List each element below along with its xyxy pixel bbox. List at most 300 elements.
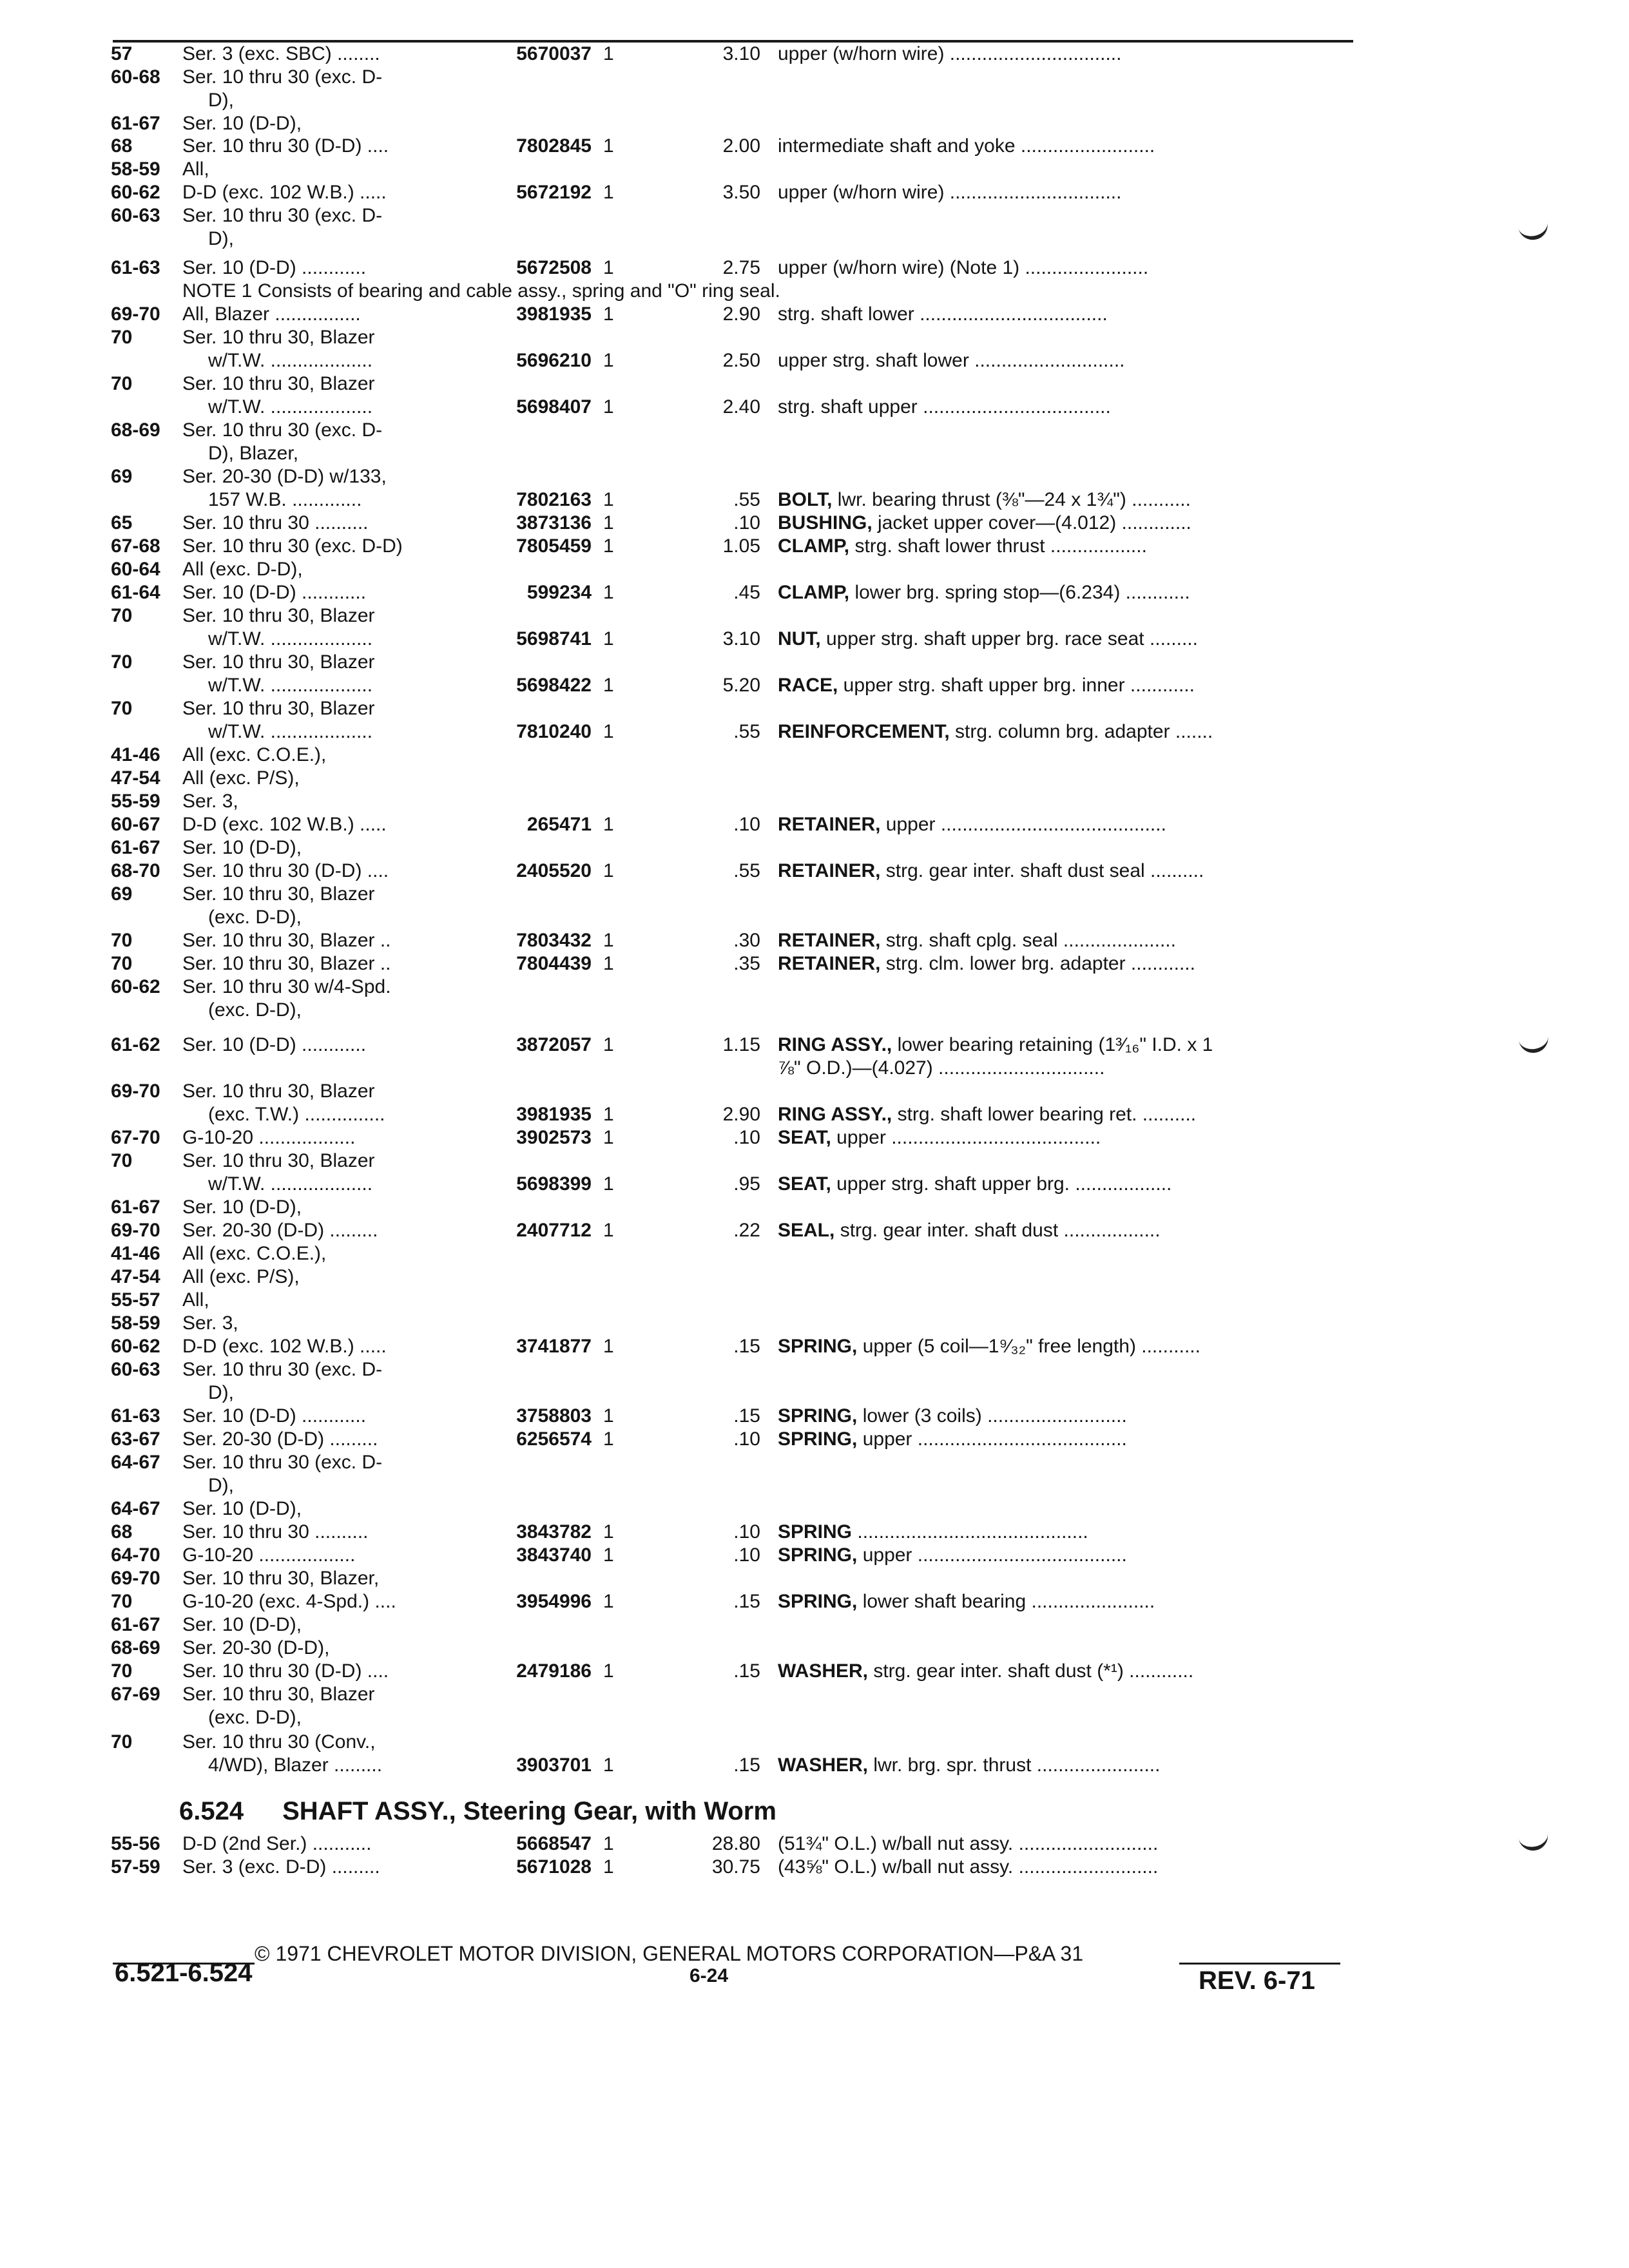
model-year: 64-67	[111, 1452, 160, 1473]
price: .10	[733, 512, 760, 533]
table-row	[0, 813, 1629, 836]
table-row	[0, 697, 1629, 720]
quantity: 1	[603, 303, 614, 325]
description	[778, 135, 1345, 158]
application: w/T.W. ...................	[208, 721, 373, 742]
model-year: 47-54	[111, 767, 160, 789]
table-row	[0, 112, 1629, 135]
description-text: upper strg. shaft upper brg. race seat .........	[820, 628, 1198, 649]
part-number: 7805459	[516, 535, 592, 557]
table-row	[0, 952, 1629, 975]
application: Ser. 3,	[182, 1312, 238, 1334]
model-year: 67-70	[111, 1127, 160, 1148]
model-year: 70	[111, 651, 133, 673]
copyright-line: © 1971 CHEVROLET MOTOR DIVISION, GENERAL MOTORS CORPORATION—P&A 31	[255, 1942, 1084, 1965]
price: .15	[733, 1754, 760, 1776]
table-row	[0, 488, 1629, 512]
description-text: (43⅝" O.L.) w/ball nut assy. ..........................	[778, 1856, 1159, 1878]
price: .10	[733, 1127, 760, 1148]
table-row	[0, 1381, 1629, 1405]
table-row	[0, 1265, 1629, 1289]
model-year: 60-68	[111, 66, 160, 88]
application: All, Blazer ................	[182, 303, 361, 325]
table-row	[0, 1613, 1629, 1637]
description-text: lower bearing retaining (1³⁄₁₆" I.D. x 1	[892, 1034, 1213, 1055]
description	[778, 1428, 1345, 1451]
model-year: 68	[111, 1521, 133, 1542]
price: .95	[733, 1173, 760, 1195]
table-row	[0, 1312, 1629, 1335]
table-row	[0, 1451, 1629, 1474]
quantity: 1	[603, 1336, 614, 1357]
application: Ser. 3,	[182, 791, 238, 812]
description	[778, 43, 1345, 66]
revision-label: REV. 6-71	[1199, 1966, 1315, 1995]
quantity: 1	[603, 182, 614, 203]
table-row	[0, 1242, 1629, 1265]
application: Ser. 10 (D-D),	[182, 837, 302, 858]
quantity: 1	[603, 1104, 614, 1125]
application: Ser. 10 thru 30 (Conv.,	[182, 1731, 376, 1753]
part-number: 2405520	[516, 860, 592, 881]
description	[778, 1832, 1345, 1856]
part-number: 7802845	[516, 135, 592, 157]
application: w/T.W. ...................	[208, 350, 373, 371]
table-row	[0, 1196, 1629, 1219]
quantity: 1	[603, 1591, 614, 1612]
part-name: CLAMP,	[778, 535, 850, 557]
quantity: 1	[603, 582, 614, 603]
price: .10	[733, 1544, 760, 1566]
application: Ser. 10 thru 30 (exc. D-D)	[182, 535, 403, 557]
table-row	[0, 43, 1629, 66]
description-text: upper .......................................	[857, 1544, 1127, 1566]
description-text: lwr. bearing thrust (⅜"—24 x 1¾") ...........	[832, 489, 1191, 510]
table-row	[0, 66, 1629, 89]
application: D-D (2nd Ser.) ...........	[182, 1833, 372, 1854]
table-row	[0, 651, 1629, 674]
description	[778, 1126, 1345, 1149]
table-row	[0, 604, 1629, 628]
model-year: 68-70	[111, 860, 160, 881]
quantity: 1	[603, 257, 614, 278]
table-row	[0, 1173, 1629, 1196]
application: Ser. 10 thru 30 ..........	[182, 1521, 369, 1542]
table-row	[0, 1149, 1629, 1173]
model-year: 60-62	[111, 1336, 160, 1357]
model-year: 70	[111, 605, 133, 626]
table-row	[0, 465, 1629, 488]
table-row	[0, 929, 1629, 952]
description-text: strg. gear inter. shaft dust seal ..........	[880, 860, 1204, 881]
part-number: 2407712	[516, 1220, 592, 1241]
description	[778, 256, 1345, 280]
description	[778, 1660, 1345, 1683]
table-row	[0, 326, 1629, 349]
table-row	[0, 1103, 1629, 1126]
model-year: 61-64	[111, 582, 160, 603]
description	[778, 181, 1345, 204]
application: Ser. 10 thru 30 (D-D) ....	[182, 860, 389, 881]
price: 1.05	[722, 535, 760, 557]
price: .15	[733, 1405, 760, 1427]
quantity: 1	[603, 628, 614, 649]
description	[778, 535, 1345, 558]
model-year: 63-67	[111, 1428, 160, 1450]
part-name: RACE,	[778, 675, 838, 696]
part-name: SEAT,	[778, 1173, 831, 1195]
description-text: strg. shaft cplg. seal .....................	[880, 930, 1176, 951]
description	[778, 512, 1345, 535]
price: .35	[733, 953, 760, 974]
model-year: 55-56	[111, 1833, 160, 1854]
price: 3.10	[722, 628, 760, 649]
application: w/T.W. ...................	[208, 396, 373, 418]
price: 2.50	[722, 350, 760, 371]
model-year: 69	[111, 466, 133, 487]
part-number: 5672192	[516, 182, 592, 203]
table-row	[0, 1219, 1629, 1242]
model-year: 70	[111, 698, 133, 719]
part-number: 5668547	[516, 1833, 592, 1854]
table-row	[0, 1590, 1629, 1613]
price: .15	[733, 1660, 760, 1682]
price: .55	[733, 721, 760, 742]
section-title: SHAFT ASSY., Steering Gear, with Worm	[282, 1797, 776, 1825]
application: 4/WD), Blazer .........	[208, 1754, 383, 1776]
table-row	[0, 1544, 1629, 1567]
application: Ser. 10 thru 30, Blazer ..	[182, 953, 391, 974]
model-year: 61-67	[111, 837, 160, 858]
table-row	[0, 1080, 1629, 1103]
table-row	[0, 227, 1629, 251]
table-row	[0, 1754, 1629, 1777]
application: D),	[208, 1475, 234, 1496]
model-year: 67-69	[111, 1684, 160, 1705]
part-name: RETAINER,	[778, 860, 881, 881]
part-name: SEAL,	[778, 1220, 835, 1241]
application: Ser. 10 (D-D) ............	[182, 582, 367, 603]
quantity: 1	[603, 1660, 614, 1682]
page-number: 6-24	[689, 1965, 729, 1986]
application: D-D (exc. 102 W.B.) .....	[182, 1336, 387, 1357]
description-text: jacket upper cover—(4.012) .............	[872, 512, 1191, 533]
description-text: lower shaft bearing .......................	[857, 1591, 1155, 1612]
model-year: 69-70	[111, 1220, 160, 1241]
part-name: RING ASSY.,	[778, 1034, 892, 1055]
table-row	[0, 744, 1629, 767]
table-row	[0, 204, 1629, 227]
description	[778, 929, 1345, 952]
part-number: 5696210	[516, 350, 592, 371]
application: Ser. 10 thru 30, Blazer	[182, 883, 375, 905]
part-name: SPRING,	[778, 1544, 858, 1566]
description	[778, 1033, 1345, 1057]
description	[778, 813, 1345, 836]
part-number: 5698399	[516, 1173, 592, 1195]
model-year: 60-62	[111, 182, 160, 203]
application: Ser. 3 (exc. SBC) ........	[182, 43, 380, 64]
quantity: 1	[603, 1856, 614, 1878]
description	[778, 1521, 1345, 1544]
price: 2.75	[722, 257, 760, 278]
description	[778, 488, 1345, 512]
table-row	[0, 1033, 1629, 1057]
quantity: 1	[603, 953, 614, 974]
table-row	[0, 303, 1629, 326]
application: All (exc. C.O.E.),	[182, 1243, 327, 1264]
part-name: RETAINER,	[778, 814, 881, 835]
application: All (exc. P/S),	[182, 767, 300, 789]
part-number: 2479186	[516, 1660, 592, 1682]
table-row	[0, 1358, 1629, 1381]
price: .10	[733, 1428, 760, 1450]
part-name: WASHER,	[778, 1660, 869, 1682]
part-number: 3954996	[516, 1591, 592, 1612]
part-number: 5698407	[516, 396, 592, 418]
part-number: 599234	[526, 582, 592, 603]
model-year: 70	[111, 953, 133, 974]
table-row	[0, 836, 1629, 860]
description	[778, 674, 1345, 697]
price: 1.15	[722, 1034, 760, 1055]
application: Ser. 10 thru 30, Blazer	[182, 1684, 375, 1705]
table-row	[0, 512, 1629, 535]
section-number: 6.524	[179, 1797, 244, 1825]
model-year: 69-70	[111, 1081, 160, 1102]
description-text: ...........................................	[852, 1521, 1088, 1542]
application: w/T.W. ...................	[208, 1173, 373, 1195]
table-row	[0, 1706, 1629, 1729]
application: Ser. 3 (exc. D-D) .........	[182, 1856, 380, 1878]
quantity: 1	[603, 489, 614, 510]
table-row	[0, 999, 1629, 1022]
quantity: 1	[603, 1754, 614, 1776]
description-text: strg. gear inter. shaft dust (*¹) ............	[868, 1660, 1194, 1682]
application: Ser. 10 thru 30, Blazer	[182, 1150, 375, 1171]
part-number: 3981935	[516, 303, 592, 325]
part-name: WASHER,	[778, 1754, 869, 1776]
application: Ser. 10 (D-D),	[182, 1614, 302, 1635]
description-text: (51¾" O.L.) w/ball nut assy. ..........................	[778, 1833, 1159, 1854]
application: Ser. 10 (D-D),	[182, 1498, 302, 1519]
price: 28.80	[711, 1833, 760, 1854]
application: w/T.W. ...................	[208, 628, 373, 649]
application: (exc. D-D),	[208, 999, 302, 1021]
model-year: 58-59	[111, 1312, 160, 1334]
part-number: 3843782	[516, 1521, 592, 1542]
application: Ser. 10 thru 30 (D-D) ....	[182, 1660, 389, 1682]
model-year: 60-63	[111, 1359, 160, 1380]
table-row	[0, 674, 1629, 697]
description-text: upper (w/horn wire) ................................	[778, 43, 1122, 64]
quantity: 1	[603, 396, 614, 418]
model-year: 68-69	[111, 419, 160, 441]
application: Ser. 20-30 (D-D) w/133,	[182, 466, 387, 487]
part-name: SPRING,	[778, 1591, 858, 1612]
description	[778, 1754, 1345, 1777]
model-year: 61-67	[111, 1614, 160, 1635]
price: .55	[733, 860, 760, 881]
description-text: strg. clm. lower brg. adapter ............	[880, 953, 1195, 974]
description	[778, 1544, 1345, 1567]
description-text: lower brg. spring stop—(6.234) ............	[849, 582, 1190, 603]
description-text: upper (w/horn wire) (Note 1) .......................	[778, 257, 1149, 278]
table-row	[0, 256, 1629, 280]
description-text: intermediate shaft and yoke .........................	[778, 135, 1155, 157]
description	[778, 303, 1345, 326]
table-row	[0, 1683, 1629, 1706]
application: All,	[182, 159, 209, 180]
price: .15	[733, 1336, 760, 1357]
part-number: 5672508	[516, 257, 592, 278]
part-name: RING ASSY.,	[778, 1104, 892, 1125]
model-year: 69-70	[111, 1568, 160, 1589]
quantity: 1	[603, 512, 614, 533]
part-number: 265471	[526, 814, 592, 835]
note-text: NOTE 1 Consists of bearing and cable assy., spring and "O" ring seal.	[182, 280, 780, 302]
description	[778, 1856, 1345, 1879]
table-row	[0, 720, 1629, 744]
description-text: upper ..........................................	[880, 814, 1166, 835]
quantity: 1	[603, 1833, 614, 1854]
application: Ser. 10 thru 30 (exc. D-	[182, 1452, 383, 1473]
application: Ser. 10 thru 30, Blazer	[182, 373, 375, 394]
application: All (exc. P/S),	[182, 1266, 300, 1287]
price: 2.90	[722, 303, 760, 325]
part-number: 7804439	[516, 953, 592, 974]
application: Ser. 20-30 (D-D) .........	[182, 1428, 378, 1450]
price: .15	[733, 1591, 760, 1612]
description-text: strg. shaft upper ...................................	[778, 396, 1111, 418]
table-row	[0, 89, 1629, 112]
model-year: 61-67	[111, 113, 160, 134]
model-year: 70	[111, 327, 133, 348]
price: 5.20	[722, 675, 760, 696]
table-row	[0, 158, 1629, 181]
table-row	[0, 1637, 1629, 1660]
description	[778, 952, 1345, 975]
application: Ser. 10 thru 30 (exc. D-	[182, 66, 383, 88]
table-row	[0, 860, 1629, 883]
application: (exc. D-D),	[208, 907, 302, 928]
application: Ser. 10 thru 30, Blazer	[182, 1081, 375, 1102]
description	[778, 1103, 1345, 1126]
model-year: 69-70	[111, 303, 160, 325]
part-name: SPRING,	[778, 1336, 858, 1357]
part-number: 6256574	[516, 1428, 592, 1450]
table-row	[0, 349, 1629, 372]
part-number: 3758803	[516, 1405, 592, 1427]
description-text: upper (5 coil—1⁹⁄₃₂" free length) ...........	[857, 1336, 1200, 1357]
description-text: strg. column brg. adapter .......	[949, 721, 1213, 742]
description-text: lower (3 coils) ..........................	[857, 1405, 1127, 1427]
price: 2.90	[722, 1104, 760, 1125]
application: G-10-20 ..................	[182, 1127, 356, 1148]
description	[778, 396, 1345, 419]
description	[778, 1219, 1345, 1242]
quantity: 1	[603, 1405, 614, 1427]
application: Ser. 10 (D-D),	[182, 1196, 302, 1218]
part-name: NUT,	[778, 628, 821, 649]
description-text: upper strg. shaft upper brg. ..................	[831, 1173, 1172, 1195]
description-text: strg. shaft lower ...................................	[778, 303, 1108, 325]
model-year: 67-68	[111, 535, 160, 557]
description-text: strg. gear inter. shaft dust ..................	[834, 1220, 1161, 1241]
table-row	[0, 581, 1629, 604]
price: 2.40	[722, 396, 760, 418]
description-text: upper .......................................	[857, 1428, 1127, 1450]
quantity: 1	[603, 1173, 614, 1195]
part-name: REINFORCEMENT,	[778, 721, 950, 742]
quantity: 1	[603, 1127, 614, 1148]
table-row	[0, 1405, 1629, 1428]
model-year: 64-70	[111, 1544, 160, 1566]
model-year: 70	[111, 1150, 133, 1171]
table-row	[0, 372, 1629, 396]
price: 3.10	[722, 43, 760, 64]
part-number: 5671028	[516, 1856, 592, 1878]
quantity: 1	[603, 350, 614, 371]
application: Ser. 10 thru 30, Blazer ..	[182, 930, 391, 951]
part-number: 7810240	[516, 721, 592, 742]
model-year: 47-54	[111, 1266, 160, 1287]
table-row	[0, 1521, 1629, 1544]
part-name: SPRING	[778, 1521, 853, 1542]
model-year: 55-57	[111, 1289, 160, 1311]
application: Ser. 10 thru 30, Blazer,	[182, 1568, 380, 1589]
application: G-10-20 ..................	[182, 1544, 356, 1566]
table-row	[0, 1126, 1629, 1149]
application: D),	[208, 90, 234, 111]
application: Ser. 10 thru 30 ..........	[182, 512, 369, 533]
price: 2.00	[722, 135, 760, 157]
part-name: RETAINER,	[778, 930, 881, 951]
part-number: 5698741	[516, 628, 592, 649]
part-number: 7803432	[516, 930, 592, 951]
table-row	[0, 767, 1629, 790]
quantity: 1	[603, 1220, 614, 1241]
model-year: 58-59	[111, 159, 160, 180]
application: Ser. 10 thru 30 (exc. D-	[182, 1359, 383, 1380]
price: .10	[733, 1521, 760, 1542]
table-row	[0, 442, 1629, 465]
model-year: 70	[111, 373, 133, 394]
table-row	[0, 1057, 1629, 1080]
application: D-D (exc. 102 W.B.) .....	[182, 814, 387, 835]
description-text: upper strg. shaft upper brg. inner ............	[838, 675, 1195, 696]
model-year: 55-59	[111, 791, 160, 812]
model-year: 68	[111, 135, 133, 157]
part-name: SPRING,	[778, 1428, 858, 1450]
part-number: 3741877	[516, 1336, 592, 1357]
table-row	[0, 419, 1629, 442]
quantity: 1	[603, 1428, 614, 1450]
application: All (exc. C.O.E.),	[182, 744, 327, 765]
application: w/T.W. ...................	[208, 675, 373, 696]
application: Ser. 10 (D-D),	[182, 113, 302, 134]
part-name: BUSHING,	[778, 512, 872, 533]
table-row	[0, 906, 1629, 929]
section-heading	[179, 1796, 776, 1826]
description	[778, 1057, 1345, 1080]
application: 157 W.B. .............	[208, 489, 362, 510]
table-row	[0, 558, 1629, 581]
application: All (exc. D-D),	[182, 559, 303, 580]
price: .10	[733, 814, 760, 835]
table-row	[0, 975, 1629, 999]
quantity: 1	[603, 721, 614, 742]
